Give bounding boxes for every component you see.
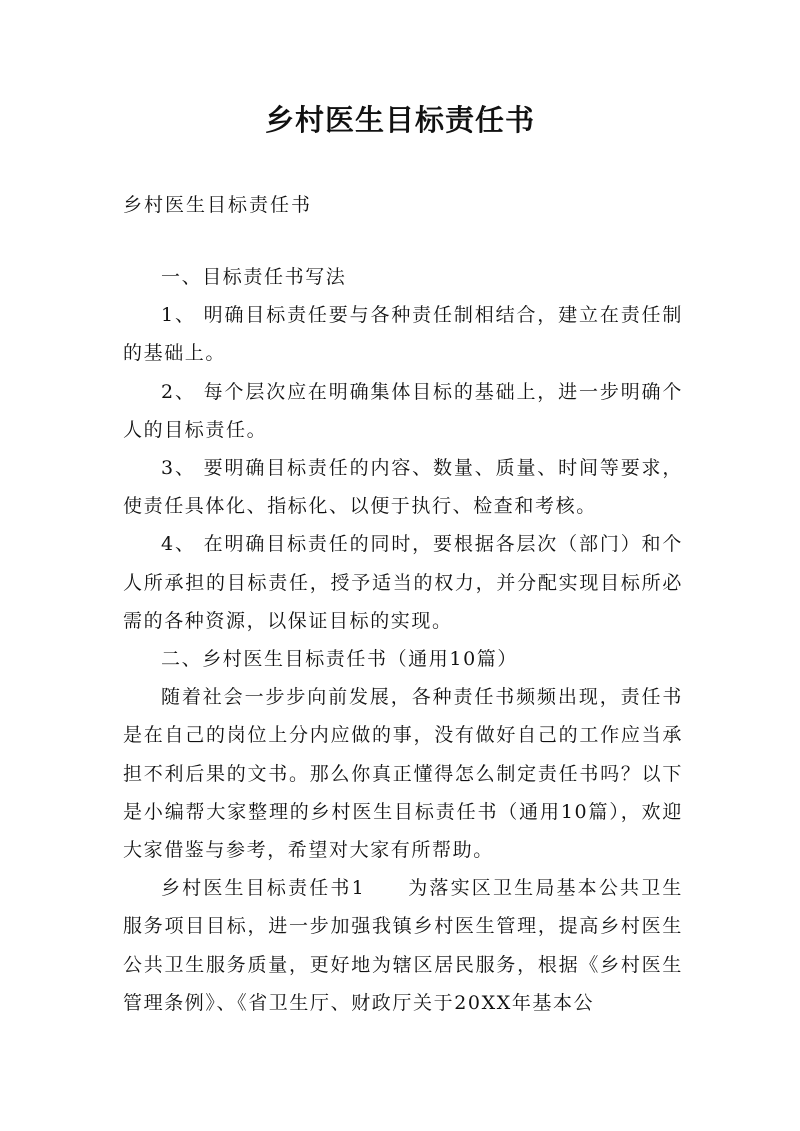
- paragraph-item-4: 4、 在明确目标责任的同时，要根据各层次（部门）和个人所承担的目标责任，授予适当的权力，并分配实现目标所必需的各种资源，以保证目标的实现。: [123, 533, 683, 632]
- section-heading-2: 二、乡村医生目标责任书（通用10篇）: [161, 648, 518, 671]
- paragraph-intro: 随着社会一步步向前发展，各种责任书频频出现，责任书是在自己的岗位上分内应做的事，没有做好自己的工作应当承担不利后果的文书。那么你真正懂得怎么制定责任书吗？以下是小编帮大家整理的乡村医生目标责任书（通用10篇），欢迎大家借鉴与参考，希望对大家有所帮助。: [123, 686, 683, 862]
- section-heading-1: 一、目标责任书写法: [161, 266, 347, 288]
- paragraph-item-2: 2、 每个层次应在明确集体目标的基础上，进一步明确个人的目标责任。: [123, 380, 683, 441]
- document-subtitle: 乡村医生目标责任书: [123, 194, 313, 216]
- document-title: 乡村医生目标责任书: [264, 103, 535, 137]
- paragraph-chapter-1: 乡村医生目标责任书1 为落实区卫生局基本公共卫生服务项目目标，进一步加强我镇乡村医生管理，提高乡村医生公共卫生服务质量，更好地为辖区居民服务，根据《乡村医生管理条例》、《省卫生厅、财政厅关于20XX年基本公: [123, 877, 683, 1014]
- paragraph-item-3: 3、 要明确目标责任的内容、数量、质量、时间等要求，使责任具体化、指标化、以便于执行、检查和考核。: [123, 457, 683, 518]
- document-body: [123, 258, 683, 1022]
- paragraph-item-1: 1、 明确目标责任要与各种责任制相结合，建立在责任制的基础上。: [123, 304, 683, 365]
